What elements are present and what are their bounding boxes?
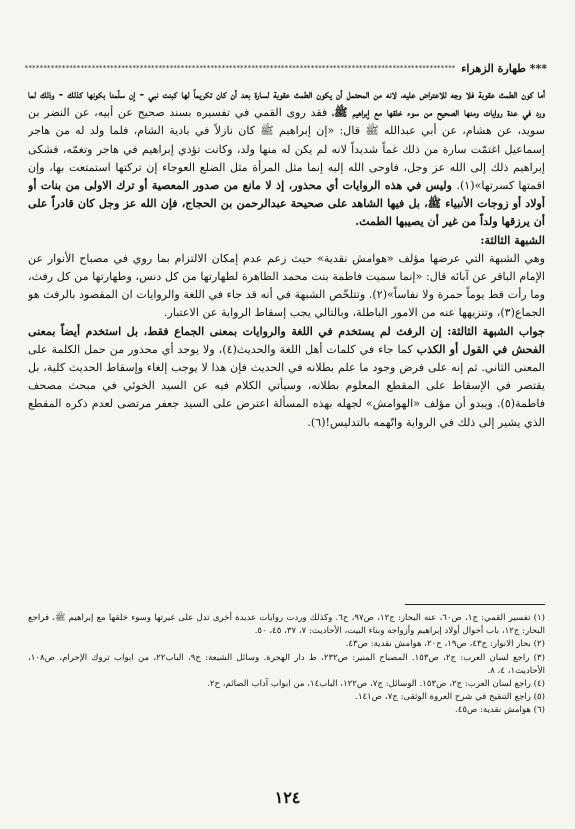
page-number: ١٢٤ xyxy=(274,788,301,807)
footnote-separator xyxy=(405,604,545,605)
footnote-6: (٦) هوامش نقدية: ص٤٥. xyxy=(455,705,545,716)
footnote-5: (٥) راجع التنقيح في شرح العروة الوثقى: ج٧، ص١٤١. xyxy=(355,692,545,703)
paragraph-answer xyxy=(28,323,545,432)
paragraph-1-quote: فقد روى القمي في تفسيره بسند صحيح عن أبيه، عن النضر بن سويد، عن هشام، عن أبي عبدالله ﷺ قال: «إن إبراهيم ﷺ كان نازلاً في بادية الشام، فلما ولد له من هاجر إسماعيل اغتمّت سارة من ذلك غماً شديداً لانه لم يكن له منها ولد، وكانت تؤذي إبراهيم في هاجر وتغمّه، فشكى إبراهيم ذلك إلى الله عز وجل، فاوحى الله إليه إنما مثل المرأة مثل الضلع العوجاء إن تركتها استمتعت بها، وإن اقمتها كسرتها»(١). xyxy=(28,106,545,193)
answer-bold-text: إن الرفث لم يستخدم في اللغة والروايات بمعنى الجماع فقط، بل استخدم أيضاً بمعنى الفحش في القول أو الكذب xyxy=(28,324,545,356)
footnote-1: (١) تفسير القمي: ج١، ص٦٠، عنه البحار: ج١٢، ص٩٧، ح٦. وكذلك وردت روايات عديدة أخرى تدل على غيرتها وسوء خلقها مع إبراهيم ﷺ، فراجع البحار: ج١٢، باب أحوال أولاد إبراهيم وأزواجه وبناء البيت، الأحاديث: ٧، ٣٧، ٤٥، ٥٠. xyxy=(28,613,545,637)
footnote-2: (٢) بحار الانوار: ج٤٣، ص١٩، ح٢٠، هوامش نقدية: ص٤٣. xyxy=(345,639,545,650)
answer-text: كما جاء في كلمات أهل اللغة والحديث(٤)، ولا يوجد أي محذور من حمل الكلمة على المعنى الثاني. ثم إنه على فرض وجود ما علم بطلانه في الحديث فإن هذا لا يوجب إلغاء وإسقاط الحديث كلية، بل يقتصر في الإسقاط على المقطع المعلوم بطلانه، وسيأتي الكلام فيه عن السيد الخوئي في مبحث مصحف فاطمة(٥). ويبدو أن مؤلف «الهوامش» لجهله بهذه المسألة اعترض على السيد جعفر مرتضى لعدم ذكره المقطع الذي يشير إلى ذلك في الرواية واتّهمه بالتدليس!(٦). xyxy=(28,342,545,429)
header-star-rule xyxy=(24,62,455,74)
main-text xyxy=(28,86,545,596)
footnote-4: (٤) راجع لسان العرب: ج٢، ص١٥٣. الوسائل: ج٧، ص١٢٢، الباب١٤، من ابواب آداب الصائم، ح٢. xyxy=(207,679,545,690)
running-header xyxy=(18,62,547,84)
footnotes xyxy=(28,612,545,718)
paragraph-1-bold: أما كون الطمث عقوبة فلا وجه للاعتراض عليه، لانه من المحتمل أن يكون الطمث عقوبة لسارة بعد أن كان تكريماً لها كبنت نبي - إن سلّمنا بكونها كذلك - وذلك لما ورد في عدة روايات ومنها الصحيح من سوء خلقها مع إبراهيم ﷺ، xyxy=(28,88,545,120)
paragraph-third-doubt: وهي الشبهة التي عرضها مؤلف «هوامش نقدية» حيث زعم عدم إمكان الالتزام بما روي في مصباح الأنوار عن الإمام الباقر عن آبائه قال: «إنما سميت فاطمة بنت محمد الطاهرة لطهارتها من كل دنس، وطهارتها من كل رفث، وما رأت قط يوماً حمرة ولا نفاساً»(٢). وتتلخّص الشبهة في أنه قد جاء في اللغة والروايات ان المقصود بالرفث هو الجماع(٣)، وتنزيهها عنه من الامور الباطلة، وبالتالي يجب إسقاط الرواية عن الاعتبار. xyxy=(28,251,545,320)
answer-heading: جواب الشبهة الثالثة: xyxy=(447,324,545,338)
paragraph-1-conclusion: وليس في هذه الروايات أي محذور، إذ لا مانع من صدور المعصية أو ترك الاولى من بنات أو أولاد أو زوجات الأنبياء ﷺ، بل فيها الشاهد على صحيحة عبدالرحمن بن الحجاج، فإن الله عز وجل كان قادراً على أن يرزقها ولداً من غير أن يصيبها الطمث. xyxy=(28,179,545,229)
section-heading-third-doubt: الشبهة الثالثة: xyxy=(480,233,545,247)
footnote-3: (٣) راجع لسان العرب: ج٢، ص١٥٣. المصباح المنير: ص٢٣٢، ط دار الهجرة. وسائل الشيعة: ج٩، الباب٢٢، من ابواب تروك الإحرام، ص١٠٨، الأحاديث١، ٤، ٨. xyxy=(28,652,545,676)
header-title: *** طهارة الزهراء xyxy=(461,62,547,75)
paragraph-1 xyxy=(28,86,545,232)
